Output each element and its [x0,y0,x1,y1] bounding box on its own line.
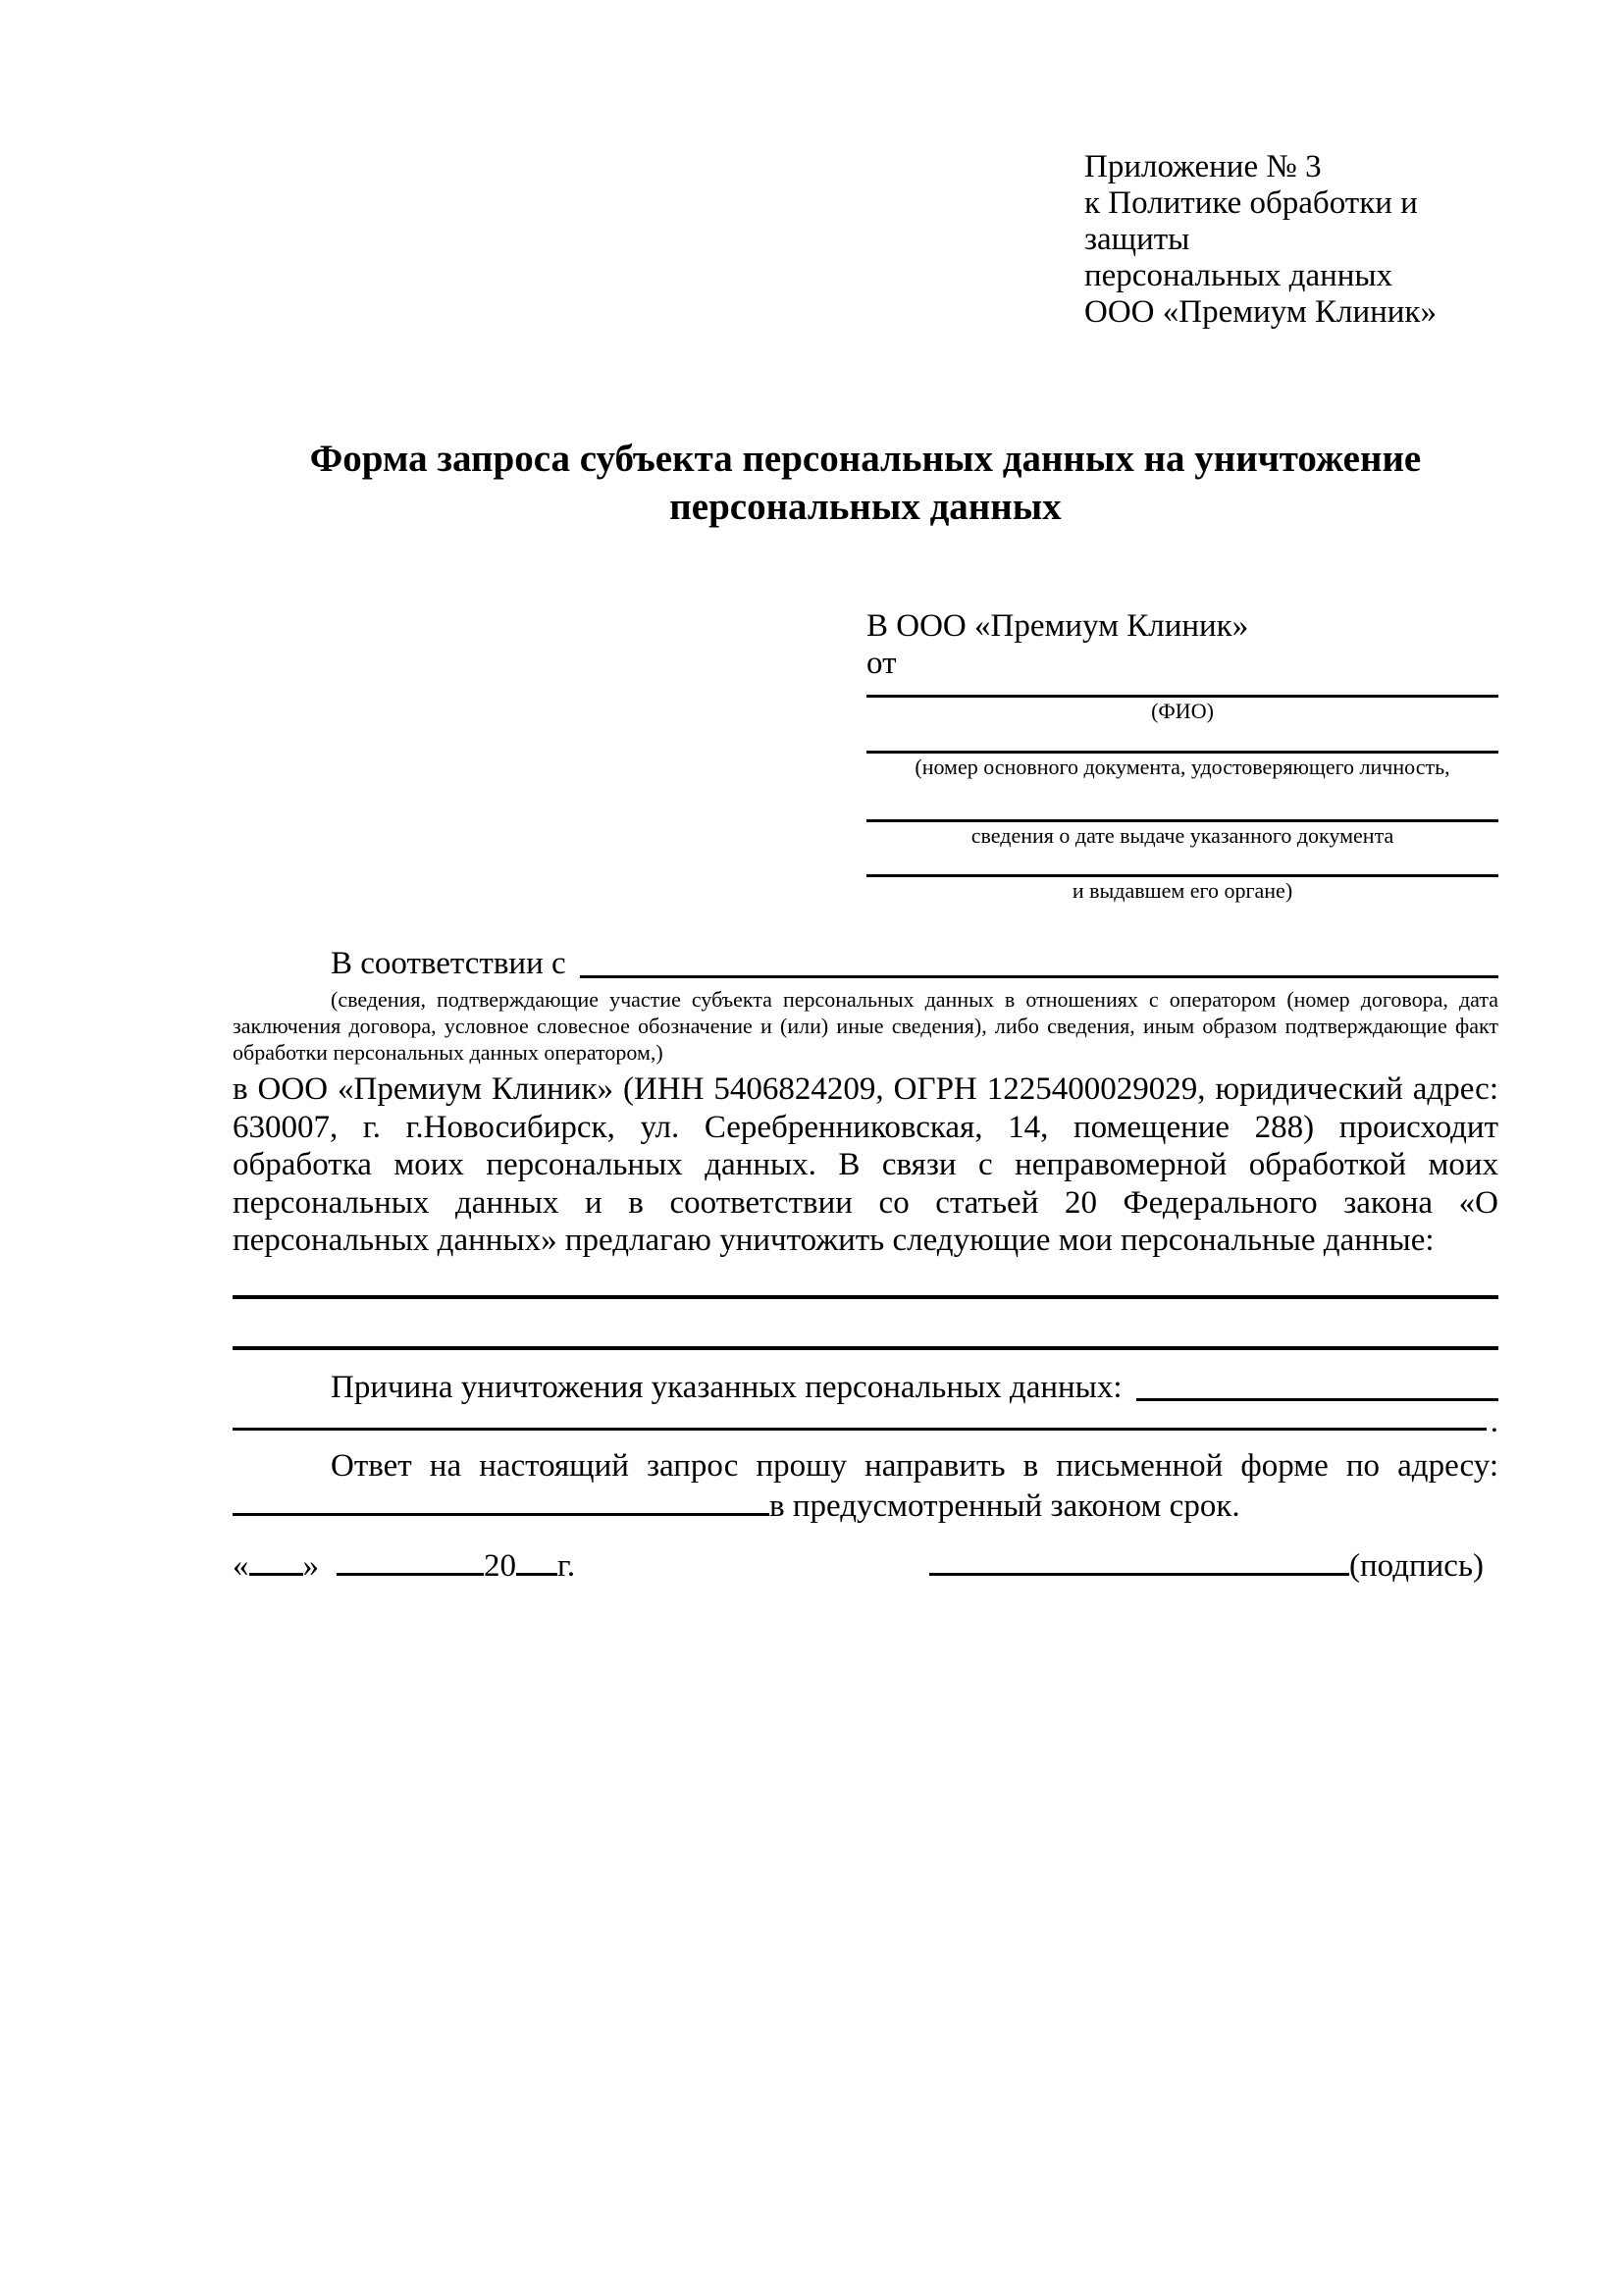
main-paragraph-line: персональных данных и в соответствии со статьей 20 Федерального закона «О [233,1184,1498,1221]
date-group [233,1546,575,1586]
addressee-organization: В ООО «Премиум Клиник» [866,608,1249,644]
issuing-authority-caption: и выдавшем его органе) [1072,878,1293,903]
date-month-field[interactable] [337,1546,484,1576]
accordance-row [233,943,1498,984]
appendix-header [1084,149,1498,331]
address-field[interactable] [233,1487,769,1516]
document-issue-date-field[interactable] [866,780,1498,822]
page-title: Форма запроса субъекта персональных данных на уничтожение персональных данных [309,438,1422,528]
signature-field[interactable] [929,1546,1349,1576]
fio-field[interactable] [866,682,1498,698]
date-year-field[interactable] [516,1546,557,1576]
accordance-caption [233,986,1498,1066]
year-prefix: 20 [484,1547,516,1584]
appendix-header-line: к Политике обработки и защиты [1084,185,1418,257]
appendix-header-line: ООО «Премиум Клиник» [1084,294,1437,330]
page-content [0,149,1623,1586]
accordance-caption-line: обработки персональных данных оператором,) [233,1040,663,1065]
reason-label: Причина уничтожения указанных персональных данных: [331,1369,1123,1405]
quote-close: » [302,1547,319,1584]
reason-row [233,1350,1498,1407]
reason-field-line-2[interactable] [233,1407,1487,1431]
signature-caption: (подпись) [1349,1547,1484,1584]
document-issue-date-caption: сведения о дате выдаче указанного документа [970,823,1394,848]
reason-field[interactable] [1136,1368,1498,1401]
line-end-period: . [1490,1403,1498,1439]
accordance-field[interactable] [580,943,1498,978]
year-suffix: г. [557,1547,576,1584]
appendix-header-line: персональных данных [1084,258,1393,293]
main-paragraph [233,1070,1498,1260]
document-number-field[interactable] [866,724,1498,754]
accordance-caption-line: заключения договора, условное словесное обозначение и (или) иные сведения), либо сведения, иным образом подтверждающие факт [233,1014,1498,1038]
main-paragraph-line: в ООО «Премиум Клиник» (ИНН 5406824209, ОГРН 1225400029029, юридический адрес: [233,1071,1498,1107]
accordance-label: В соответствии с [331,946,566,981]
reason-field-line-2-row [233,1403,1498,1439]
personal-data-field-line-1[interactable] [233,1260,1498,1299]
addressee-from-label: от [866,646,897,681]
appendix-header-line: Приложение № 3 [1084,149,1322,184]
personal-data-field-line-2[interactable] [233,1299,1498,1350]
issuing-authority-field[interactable] [866,849,1498,877]
addressee-block [866,607,1498,904]
document-number-caption: (номер основного документа, удостоверяющего личность, [915,755,1450,779]
deadline-text: в предусмотренный законом срок. [769,1487,1240,1524]
date-day-field[interactable] [249,1546,303,1576]
fio-caption: (ФИО) [1151,699,1214,723]
deadline-row [233,1486,1498,1527]
main-paragraph-line: 630007, г. г.Новосибирск, ул. Серебренниковская, 14, помещение 288) происходит [233,1109,1498,1145]
accordance-caption-line: (сведения, подтверждающие участие субъекта персональных данных в отношениях с оператором (номер договора, дата [331,987,1498,1012]
main-paragraph-line: обработка моих персональных данных. В связи с неправомерной обработкой моих [233,1147,1498,1182]
date-signature-row [233,1546,1498,1586]
quote-open: « [233,1547,249,1584]
signature-group [929,1546,1484,1586]
main-paragraph-line: персональных данных» предлагаю уничтожить следующие мои персональные данные: [233,1223,1435,1258]
response-text: Ответ на настоящий запрос прошу направить в письменной форме по адресу: [331,1447,1498,1484]
